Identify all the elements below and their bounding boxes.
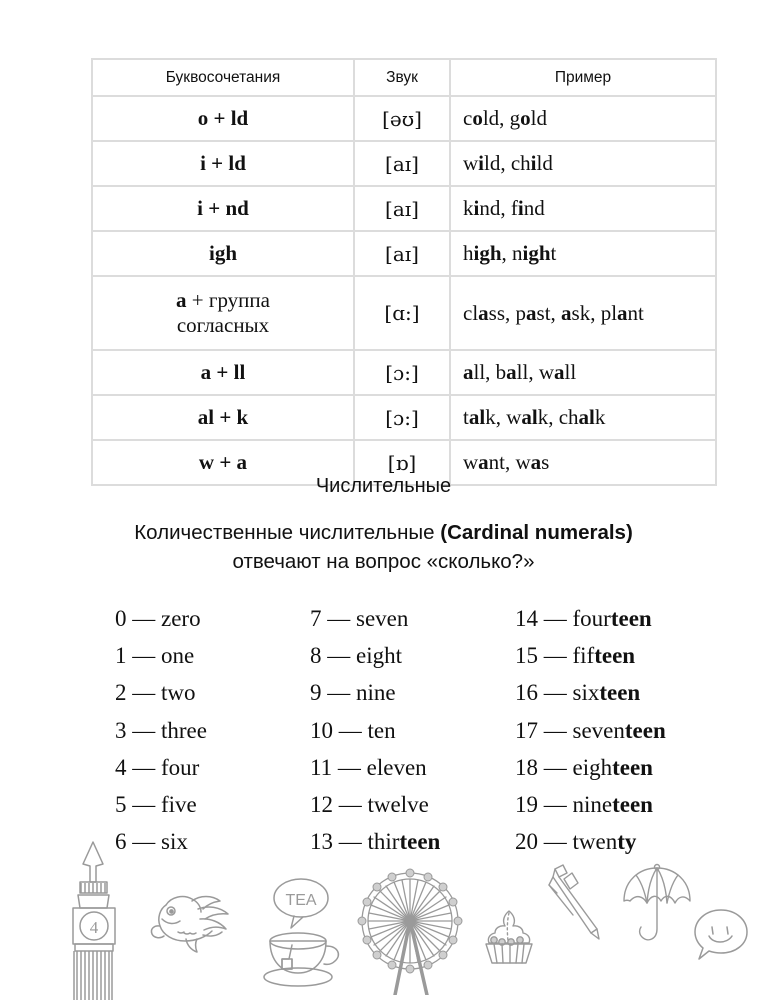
cell-example: cold, gold (450, 96, 716, 141)
cupcake-icon (478, 907, 540, 965)
numeral-item: 15 — fifteen (515, 643, 636, 669)
cell-letter-combination: i + nd (92, 186, 354, 231)
table-header-row (92, 59, 716, 96)
cell-sound: [aɪ] (354, 141, 450, 186)
table-row (92, 96, 716, 141)
cell-letter-combination: al + k (92, 395, 354, 440)
numeral-item: 0 — zero (115, 606, 201, 631)
numeral-item: 9 — nine (310, 680, 396, 706)
tea-cup-icon (258, 873, 344, 991)
table-row (92, 186, 716, 231)
numeral-item: 14 — fourteen (515, 606, 652, 631)
numeral-item: 2 — two (115, 680, 196, 706)
numeral-item: 1 — one (115, 643, 195, 669)
cell-sound: [əʊ] (354, 96, 450, 141)
cell-sound: [aɪ] (354, 231, 450, 276)
numerals-column-1 (115, 600, 207, 860)
london-eye-icon (355, 863, 465, 995)
numeral-item: 17 — seventeen (515, 717, 666, 743)
table-row (92, 231, 716, 276)
big-ben-icon (60, 840, 138, 1000)
decorative-doodle-strip (0, 845, 767, 1000)
numeral-item: 6 — six (115, 829, 188, 855)
column-header-sound: Звук (354, 59, 450, 96)
cell-letter-combination: a + группа согласных (92, 276, 354, 350)
cell-sound: [ɑ:] (354, 276, 450, 350)
section-title: Числительные (315, 475, 452, 497)
numeral-item: 13 — thirteen (310, 829, 441, 855)
cell-example: talk, walk, chalk (450, 395, 716, 440)
table-row (92, 276, 716, 350)
numeral-item: 3 — three (115, 717, 207, 743)
table-row (92, 395, 716, 440)
column-header-example: Пример (450, 59, 716, 96)
cell-example: want, was (450, 440, 716, 485)
cell-letter-combination: a + ll (92, 350, 354, 395)
numeral-item: 10 — ten (310, 717, 396, 743)
cell-example: wild, child (450, 141, 716, 186)
numeral-item: 7 — seven (310, 606, 409, 631)
flying-bird-icon (140, 887, 235, 959)
cell-sound: [ɔ:] (354, 350, 450, 395)
phonics-table (91, 58, 717, 486)
cell-example: class, past, ask, plant (450, 276, 716, 350)
numeral-item: 8 — eight (310, 643, 402, 669)
cell-letter-combination: i + ld (92, 141, 354, 186)
smiley-bubble-icon (690, 907, 752, 965)
numerals-column-2 (310, 600, 440, 860)
cell-example: high, night (450, 231, 716, 276)
numeral-item: 16 — sixteen (515, 680, 641, 706)
table-row (92, 350, 716, 395)
cell-example: kind, find (450, 186, 716, 231)
numerals-column-3 (515, 600, 666, 860)
column-header-letter-combinations: Буквосочетания (92, 59, 354, 96)
numeral-item: 5 — five (115, 792, 197, 818)
cell-letter-combination: w + a (92, 440, 354, 485)
numeral-item: 18 — eighteen (515, 754, 653, 780)
cell-sound: [ɒ] (354, 440, 450, 485)
numeral-item: 20 — twenty (515, 829, 637, 855)
numeral-item: 11 — eleven (310, 754, 427, 780)
numeral-item: 19 — nineteen (515, 792, 653, 818)
cell-example: all, ball, wall (450, 350, 716, 395)
cell-letter-combination: igh (92, 231, 354, 276)
numeral-item: 4 — four (115, 754, 200, 780)
cell-sound: [aɪ] (354, 186, 450, 231)
umbrella-icon (618, 863, 696, 949)
big-ben-clock-number: 4 (89, 918, 99, 937)
cell-sound: [ɔ:] (354, 395, 450, 440)
cell-letter-combination: o + ld (92, 96, 354, 141)
tea-bubble-text: TEA (285, 892, 317, 909)
section-subtitle: Количественные числительные (Cardinal numerals) отвечают на вопрос «сколько?» (134, 521, 633, 574)
table-row (92, 141, 716, 186)
pen-icon (545, 863, 617, 943)
numeral-item: 12 — twelve (310, 792, 429, 818)
